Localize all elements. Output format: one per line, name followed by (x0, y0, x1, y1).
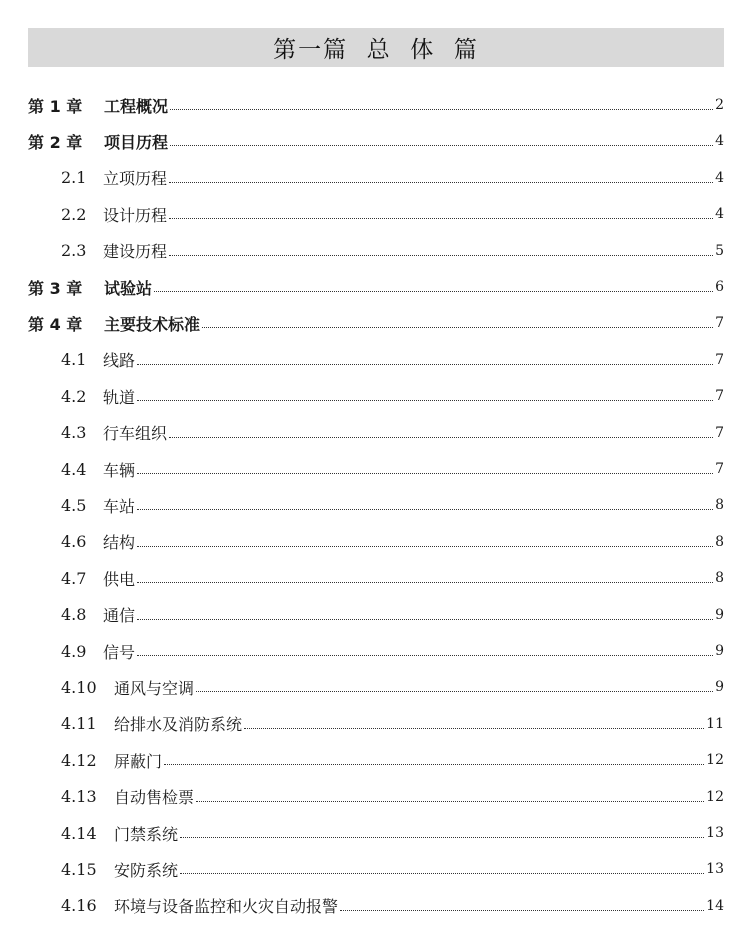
toc-entry-number: 4.9 (61, 641, 87, 661)
toc-entry-title: 门禁系统 (114, 822, 180, 845)
toc-entry-page: 9 (715, 606, 724, 623)
dot-leader (202, 327, 713, 328)
dot-leader (180, 873, 704, 874)
toc-row[interactable] (0, 415, 750, 451)
toc-entry-title: 安防系统 (114, 858, 180, 881)
dot-leader (137, 400, 713, 401)
toc-entry-page: 8 (715, 570, 724, 587)
toc-entry-number: 第 3 章 (28, 278, 83, 298)
toc-entry-title: 线路 (103, 348, 137, 371)
toc-row[interactable] (0, 233, 750, 269)
toc-entry-page: 7 (715, 424, 724, 441)
toc-row[interactable] (0, 524, 750, 560)
toc-entry-page: 9 (715, 643, 724, 659)
dot-leader (169, 218, 713, 219)
toc-entry-title: 立项历程 (103, 166, 169, 189)
toc-row[interactable] (0, 196, 750, 232)
toc-entry-page: 14 (706, 897, 724, 914)
toc-row[interactable] (0, 560, 750, 596)
toc-entry-title: 行车组织 (103, 421, 169, 444)
toc-entry-number: 2.2 (61, 204, 87, 224)
toc-entry-number: 4.14 (61, 823, 97, 843)
toc-row[interactable] (0, 815, 750, 851)
toc-row[interactable] (0, 342, 750, 378)
toc-entry-page: 4 (715, 169, 724, 186)
toc-entry-page: 8 (715, 533, 724, 550)
dot-leader (169, 182, 713, 183)
toc-entry-number: 4.6 (61, 532, 87, 552)
toc-row[interactable] (0, 487, 750, 523)
toc-entry-page: 7 (715, 461, 724, 477)
toc-entry-number: 第 2 章 (28, 132, 83, 152)
toc-entry-page: 7 (715, 388, 724, 405)
toc-entry-title: 工程概况 (104, 94, 170, 117)
toc-row[interactable] (0, 123, 750, 159)
dot-leader (169, 255, 713, 256)
dot-leader (170, 145, 713, 146)
toc-entry-title: 建设历程 (103, 239, 169, 262)
dot-leader (137, 655, 713, 656)
toc-row[interactable] (0, 706, 750, 742)
toc-entry-number: 4.4 (61, 459, 87, 479)
toc-entry-title: 给排水及消防系统 (114, 712, 244, 735)
dot-leader (137, 546, 713, 547)
toc-entry-number: 4.1 (61, 350, 87, 370)
toc-entry-number: 4.11 (61, 714, 97, 734)
toc-entry-number: 4.3 (61, 423, 87, 443)
toc-row[interactable] (0, 597, 750, 633)
toc-entry-title: 项目历程 (104, 130, 170, 153)
dot-leader (170, 109, 713, 110)
dot-leader (164, 764, 704, 765)
toc-row[interactable] (0, 669, 750, 705)
toc-entry-title: 车站 (103, 494, 137, 517)
toc-entry-number: 2.1 (61, 168, 87, 188)
toc-row[interactable] (0, 742, 750, 778)
toc-entry-title: 屏蔽门 (114, 749, 164, 772)
toc-entry-number: 4.12 (61, 750, 97, 770)
toc-entry-page: 12 (706, 752, 724, 769)
toc-entry-page: 6 (715, 279, 724, 295)
toc-entry-title: 设计历程 (103, 203, 169, 226)
toc-row[interactable] (0, 160, 750, 196)
toc-row[interactable] (0, 451, 750, 487)
toc-entry-title: 试验站 (104, 276, 154, 299)
toc-entry-number: 4.7 (61, 568, 87, 588)
dot-leader (137, 509, 713, 510)
toc-entry-page: 5 (715, 242, 724, 259)
toc-row[interactable] (0, 851, 750, 887)
toc-entry-number: 4.10 (61, 677, 97, 697)
toc-entry-title: 信号 (103, 640, 137, 663)
dot-leader (169, 437, 713, 438)
toc-entry-title: 通信 (103, 603, 137, 626)
toc-entry-number: 4.5 (61, 495, 87, 515)
toc-entry-page: 9 (715, 679, 724, 696)
toc-row[interactable] (0, 378, 750, 414)
toc-entry-number: 4.2 (61, 386, 87, 406)
toc-entry-number: 4.16 (61, 896, 97, 916)
toc-entry-title: 自动售检票 (114, 785, 196, 808)
toc-entry-number: 4.8 (61, 605, 87, 625)
dot-leader (137, 364, 713, 365)
toc-entry-title: 结构 (103, 530, 137, 553)
toc-entry-title: 供电 (103, 567, 137, 590)
toc-row[interactable] (0, 305, 750, 341)
toc-entry-number: 2.3 (61, 241, 87, 261)
toc-entry-page: 13 (706, 861, 724, 878)
toc-entry-page: 12 (706, 788, 724, 805)
dot-leader (154, 291, 713, 292)
toc-entry-page: 7 (715, 315, 724, 332)
dot-leader (196, 691, 713, 692)
dot-leader (180, 837, 704, 838)
part-header (28, 28, 724, 67)
toc-entry-title: 轨道 (103, 385, 137, 408)
part-title: 第一篇 总 体 篇 (273, 37, 479, 63)
dot-leader (340, 910, 704, 911)
toc-row[interactable] (0, 888, 750, 924)
toc-entry-number: 第 1 章 (28, 96, 83, 116)
toc-entry-page: 13 (706, 825, 724, 841)
toc-entry-number: 第 4 章 (28, 314, 83, 334)
toc-entry-number: 4.15 (61, 859, 97, 879)
toc-entry-title: 车辆 (103, 458, 137, 481)
dot-leader (137, 582, 713, 583)
toc-entry-page: 4 (715, 133, 724, 150)
toc-row[interactable] (0, 269, 750, 305)
toc-entry-page: 8 (715, 497, 724, 514)
toc-entry-page: 4 (715, 206, 724, 223)
toc-entry-number: 4.13 (61, 787, 97, 807)
toc-row[interactable] (0, 87, 750, 123)
toc-entry-title: 主要技术标准 (104, 312, 202, 335)
toc-entry-title: 环境与设备监控和火灾自动报警 (114, 894, 340, 917)
toc-entry-page: 11 (706, 715, 724, 732)
toc-entry-page: 7 (715, 351, 724, 368)
toc-entry-title: 通风与空调 (114, 676, 196, 699)
dot-leader (196, 801, 704, 802)
toc-entry-page: 2 (715, 97, 724, 113)
dot-leader (137, 619, 713, 620)
dot-leader (137, 473, 713, 474)
toc-row[interactable] (0, 633, 750, 669)
toc-row[interactable] (0, 779, 750, 815)
dot-leader (244, 728, 704, 729)
